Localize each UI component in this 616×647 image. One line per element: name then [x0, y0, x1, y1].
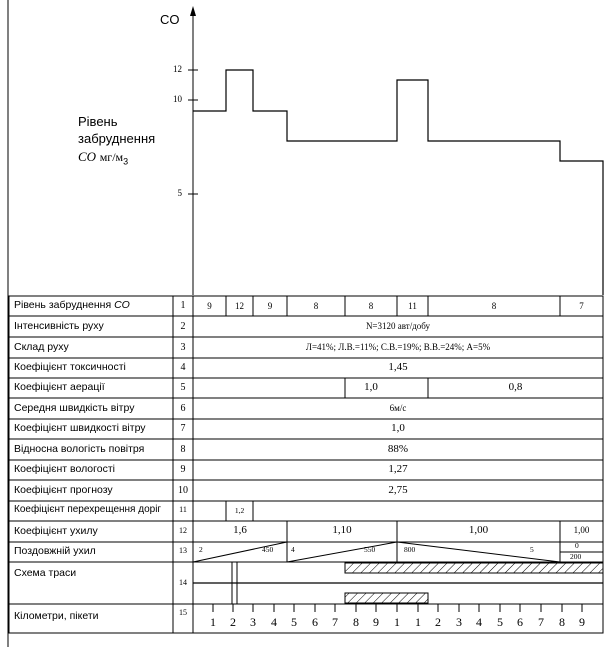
row13-mark-4: 4 — [291, 545, 295, 554]
row12-val-3: 1,00 — [468, 524, 489, 536]
km-tick-label: 8 — [353, 615, 359, 629]
row1-val-7: 8 — [491, 301, 497, 311]
hatched-zone-upper — [345, 563, 603, 573]
row10-label: Коефіцієнт прогнозу — [14, 484, 113, 496]
km-tick-label: 1 — [415, 615, 421, 629]
row12-val-4: 1,00 — [573, 525, 590, 535]
km-tick-label: 3 — [456, 615, 462, 629]
row1-label-text: Рівень забруднення CO — [14, 299, 130, 311]
row1-val-5: 8 — [368, 301, 374, 311]
table-row-lines — [9, 316, 603, 604]
row5-value-a: 1,0 — [364, 381, 378, 393]
row1-val-3: 9 — [267, 301, 273, 311]
row9-num: 9 — [180, 464, 186, 475]
y-label-line2: забруднення — [78, 131, 156, 146]
row9-label: Коефіцієнт вологості — [14, 463, 115, 475]
km-tick-label: 1 — [210, 615, 216, 629]
row1-val-2: 12 — [235, 301, 244, 311]
row6-value: 6м/с — [389, 403, 407, 413]
km-ticks — [213, 604, 582, 612]
km-tick-label: 8 — [559, 615, 565, 629]
km-tick-label: 4 — [476, 615, 482, 629]
row11-label: Коефіцієнт перехрещення доріг — [14, 504, 162, 515]
row4-value: 1,45 — [388, 361, 408, 373]
row7-label: Коефіцієнт швидкості вітру — [14, 422, 146, 434]
km-tick-label: 1 — [394, 615, 400, 629]
row10-num: 10 — [178, 485, 188, 496]
row1-val-1: 9 — [207, 301, 212, 311]
km-tick-label: 4 — [271, 615, 277, 629]
row6-label: Середня швидкість вітру — [14, 402, 135, 414]
row1-label — [14, 299, 174, 311]
km-tick-label: 9 — [579, 615, 585, 629]
row11-value: 1,2 — [234, 506, 245, 515]
row13-num: 13 — [179, 546, 187, 555]
row5-label: Коефіцієнт аерації — [14, 381, 105, 393]
km-tick-label: 6 — [312, 615, 318, 629]
y-axis-title: CO — [160, 12, 180, 27]
row4-label: Коефіцієнт токсичності — [14, 361, 126, 373]
row8-value: 88% — [387, 443, 409, 455]
row1-label-co: CO — [114, 299, 130, 311]
row1-val-4: 8 — [313, 301, 319, 311]
row7-num: 7 — [180, 423, 186, 434]
y-tick-label-10: 10 — [173, 94, 182, 104]
km-tick-label: 3 — [250, 615, 256, 629]
row2-label: Інтенсивність руху — [14, 320, 104, 332]
row2-value: N=3120 авт/добу — [365, 321, 431, 331]
y-label-line1: Рівень — [78, 114, 118, 129]
y-label-units: мг/м — [99, 150, 124, 164]
row4-num: 4 — [180, 362, 186, 373]
row1-val-6: 11 — [408, 301, 417, 311]
row12-val-2: 1,10 — [332, 524, 352, 536]
row12-num: 12 — [179, 526, 187, 535]
row15-num: 15 — [179, 608, 187, 617]
row13-label: Поздовжній ухил — [14, 545, 96, 557]
y-label-line3 — [78, 149, 128, 167]
row14-label: Схема траси — [14, 567, 77, 579]
row13-mark-5: 5 — [530, 545, 534, 554]
row13-mark-200: 200 — [570, 552, 582, 561]
row6-num: 6 — [180, 403, 186, 414]
km-tick-label: 2 — [230, 615, 236, 629]
km-tick-label: 5 — [291, 615, 297, 629]
slope-profile — [193, 542, 603, 562]
km-tick-label: 9 — [373, 615, 379, 629]
row10-value: 2,75 — [388, 484, 408, 496]
row13-mark-800: 800 — [404, 545, 416, 554]
row3-label: Склад руху — [14, 341, 69, 353]
row13-mark-550: 550 — [364, 545, 376, 554]
km-tick-label: 7 — [538, 615, 544, 629]
row12-label: Коефіцієнт ухилу — [14, 525, 98, 537]
km-tick-label: 5 — [497, 615, 503, 629]
row7-value: 1,0 — [391, 422, 405, 434]
row5-num: 5 — [180, 382, 186, 393]
y-tick-label-12: 12 — [173, 64, 182, 74]
y-label-units-sub: 3 — [123, 156, 129, 167]
row2-num: 2 — [180, 321, 186, 332]
hatched-zone-lower — [345, 593, 428, 603]
row8-label: Відносна вологість повітря — [14, 443, 145, 455]
row13-mark-2: 2 — [199, 545, 203, 554]
row1-num: 1 — [180, 300, 186, 311]
km-tick-label: 6 — [517, 615, 523, 629]
y-axis-arrow — [190, 6, 196, 16]
y-tick-label-5: 5 — [177, 188, 182, 198]
row13-mark-450: 450 — [262, 545, 274, 554]
row8-num: 8 — [180, 444, 186, 455]
km-tick-label: 2 — [435, 615, 441, 629]
row15-label: Кілометри, пікети — [14, 610, 99, 622]
row3-value: Л=41%; Л.В.=11%; С.В.=19%; В.В.=24%; А=5% — [305, 342, 491, 352]
row9-value: 1,27 — [388, 463, 408, 475]
row14-num: 14 — [179, 578, 187, 587]
row12-val-1: 1,6 — [233, 524, 247, 536]
row3-num: 3 — [180, 342, 186, 353]
row11-num: 11 — [179, 505, 187, 514]
row1-val-8: 7 — [579, 301, 584, 311]
row5-value-b: 0,8 — [508, 381, 523, 393]
row13-mark-0: 0 — [575, 541, 579, 550]
km-tick-label: 7 — [332, 615, 338, 629]
co-level-step-line — [193, 70, 603, 295]
y-label-co: CO — [78, 149, 97, 164]
